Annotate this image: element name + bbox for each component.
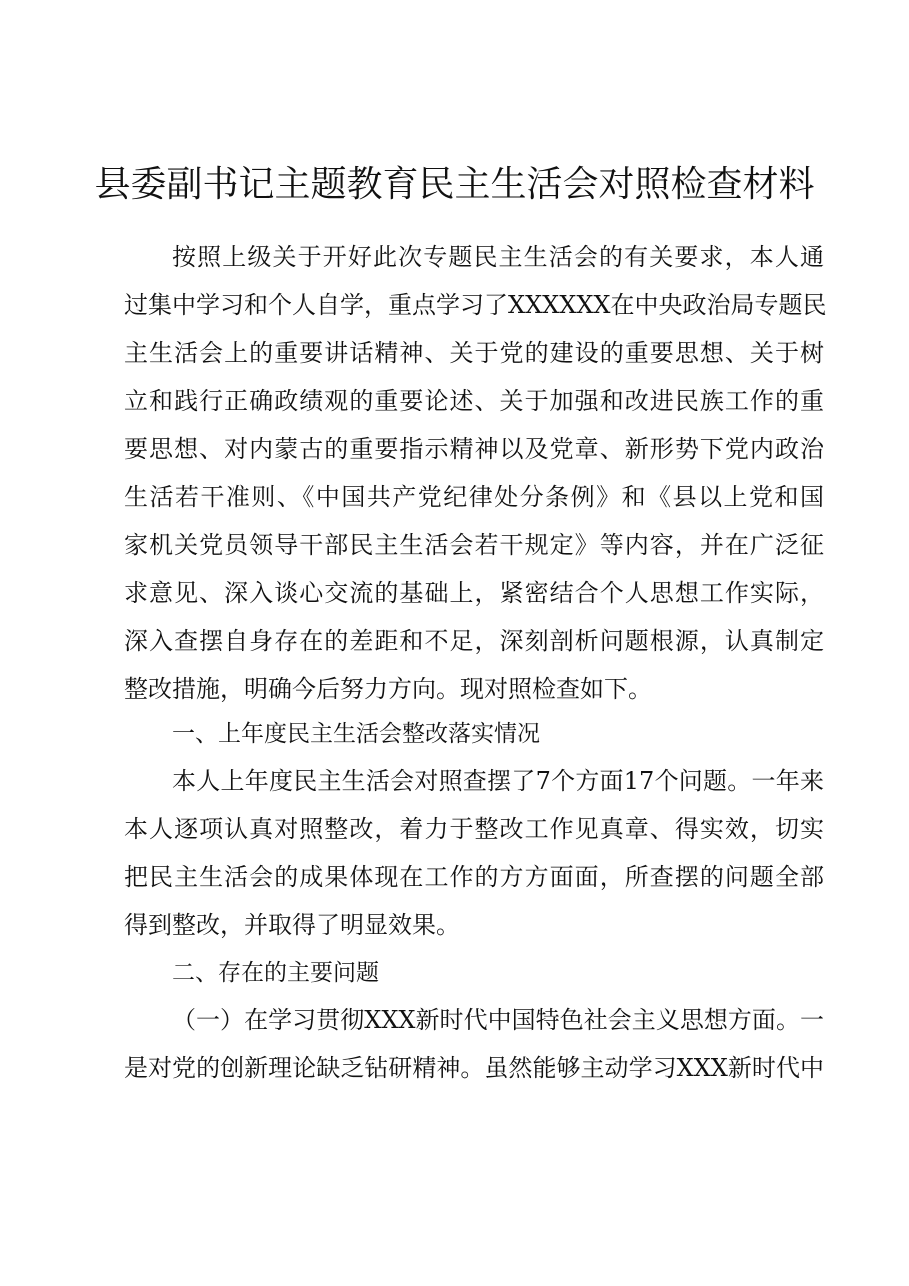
paragraph-line: 本人上年度民主生活会对照查摆了7个方面17个问题。一年来 <box>172 767 824 795</box>
paragraph-line: 家机关党员领导干部民主生活会若干规定》等内容，并在广泛征 <box>124 531 824 559</box>
document-title: 县委副书记主题教育民主生活会对照检查材料 <box>94 164 815 205</box>
paragraph-line: 本人逐项认真对照整改，着力于整改工作见真章、得实效，切实 <box>124 815 824 843</box>
paragraph-line: 求意见、深入谈心交流的基础上，紧密结合个人思想工作实际， <box>124 579 824 607</box>
paragraph-line: 主生活会上的重要讲话精神、关于党的建设的重要思想、关于树 <box>124 339 824 367</box>
paragraph-line: 立和践行正确政绩观的重要论述、关于加强和改进民族工作的重 <box>124 387 824 415</box>
paragraph-line: 过集中学习和个人自学，重点学习了XXXXXX在中央政治局专题民 <box>124 291 827 319</box>
paragraph-line: 得到整改，并取得了明显效果。 <box>124 911 460 939</box>
section-heading-2: 二、存在的主要问题 <box>172 960 379 986</box>
section-heading-1: 一、上年度民主生活会整改落实情况 <box>172 721 540 747</box>
paragraph-line: 把民主生活会的成果体现在工作的方方面面，所查摆的问题全部 <box>124 863 824 891</box>
paragraph-line: （一）在学习贯彻XXX新时代中国特色社会主义思想方面。一 <box>172 1006 824 1034</box>
paragraph-line: 整改措施，明确今后努力方向。现对照检查如下。 <box>124 675 652 703</box>
paragraph-line: 按照上级关于开好此次专题民主生活会的有关要求，本人通 <box>172 243 824 271</box>
paragraph-line: 生活若干准则、《中国共产党纪律处分条例》和《县以上党和国 <box>124 483 824 511</box>
paragraph-line: 深入查摆自身存在的差距和不足，深刻剖析问题根源，认真制定 <box>124 627 824 655</box>
paragraph-line: 要思想、对内蒙古的重要指示精神以及党章、新形势下党内政治 <box>124 435 824 463</box>
paragraph-line: 是对党的创新理论缺乏钻研精神。虽然能够主动学习XXX新时代中 <box>124 1054 824 1082</box>
